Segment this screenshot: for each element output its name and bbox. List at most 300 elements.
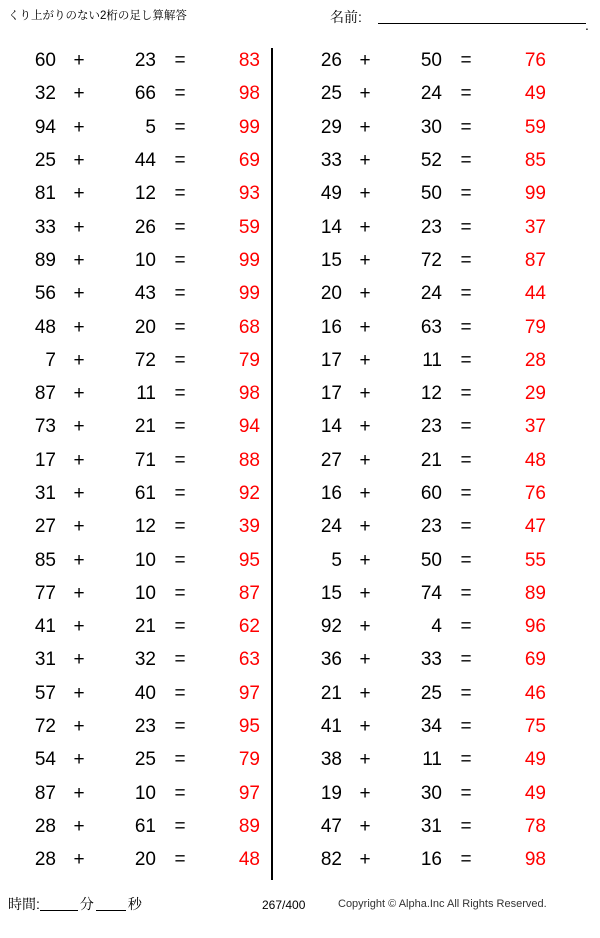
problem-column-left	[2, 44, 270, 876]
answer: 76	[524, 483, 546, 504]
answer: 69	[238, 150, 260, 172]
column-divider	[271, 48, 273, 880]
plus-icon: +	[359, 116, 371, 138]
problems-area	[0, 44, 600, 884]
plus-icon: +	[73, 849, 85, 871]
plus-icon: +	[359, 849, 371, 871]
equals-icon: =	[174, 649, 186, 671]
operand-a: 27	[320, 449, 342, 471]
plus-icon: +	[359, 616, 371, 638]
equals-icon: =	[460, 682, 472, 704]
operand-b: 61	[134, 483, 156, 504]
operand-a: 26	[320, 50, 342, 72]
operand-a: 77	[34, 582, 56, 604]
plus-icon: +	[359, 749, 371, 771]
answer: 75	[524, 716, 546, 738]
equals-icon: =	[460, 449, 472, 471]
plus-icon: +	[359, 150, 371, 172]
equals-icon: =	[174, 383, 186, 405]
equals-icon: =	[460, 782, 472, 804]
name-trailing-dot: .	[585, 17, 589, 33]
equals-icon: =	[460, 416, 472, 438]
answer: 29	[524, 383, 546, 405]
problem-row	[2, 643, 270, 676]
operand-a: 17	[320, 383, 342, 405]
operand-b: 66	[134, 83, 156, 105]
answer: 89	[238, 815, 260, 837]
equals-icon: =	[174, 50, 186, 72]
operand-a: 28	[34, 849, 56, 871]
operand-a: 41	[320, 716, 342, 738]
answer: 59	[524, 116, 546, 138]
plus-icon: +	[73, 616, 85, 638]
answer: 98	[238, 83, 260, 105]
plus-icon: +	[73, 649, 85, 671]
equals-icon: =	[174, 483, 186, 504]
plus-icon: +	[73, 449, 85, 471]
operand-a: 16	[320, 316, 342, 338]
operand-a: 25	[34, 150, 56, 172]
plus-icon: +	[359, 183, 371, 205]
equals-icon: =	[174, 83, 186, 105]
equals-icon: =	[174, 749, 186, 771]
equals-icon: =	[460, 716, 472, 738]
plus-icon: +	[359, 782, 371, 804]
operand-a: 21	[320, 682, 342, 704]
problem-row	[2, 111, 270, 144]
page-title: くり上がりのない2桁の足し算解答	[8, 10, 187, 22]
plus-icon: +	[73, 216, 85, 238]
equals-icon: =	[460, 516, 472, 538]
equals-icon: =	[460, 150, 472, 172]
equals-icon: =	[460, 183, 472, 205]
answer: 99	[238, 116, 260, 138]
plus-icon: +	[359, 716, 371, 738]
problem-column-right	[288, 44, 556, 876]
operand-a: 14	[320, 416, 342, 438]
operand-b: 12	[420, 383, 442, 405]
operand-a: 25	[320, 83, 342, 105]
operand-b: 23	[420, 516, 442, 538]
problem-row	[288, 677, 556, 710]
plus-icon: +	[359, 83, 371, 105]
name-field-group	[330, 5, 592, 33]
answer: 79	[524, 316, 546, 338]
equals-icon: =	[460, 116, 472, 138]
plus-icon: +	[73, 83, 85, 105]
equals-icon: =	[174, 449, 186, 471]
problem-row	[2, 344, 270, 377]
operand-a: 14	[320, 216, 342, 238]
operand-b: 50	[420, 50, 442, 72]
problem-row	[2, 410, 270, 443]
problem-row	[2, 477, 270, 510]
name-input-line[interactable]	[378, 23, 586, 24]
operand-a: 92	[320, 616, 342, 638]
operand-a: 54	[34, 749, 56, 771]
operand-b: 16	[420, 849, 442, 871]
operand-b: 11	[422, 349, 442, 371]
problem-row	[288, 377, 556, 410]
operand-a: 5	[331, 549, 342, 571]
operand-a: 56	[34, 283, 56, 305]
plus-icon: +	[359, 249, 371, 271]
problem-row	[2, 710, 270, 743]
equals-icon: =	[174, 283, 186, 305]
operand-a: 15	[320, 582, 342, 604]
equals-icon: =	[174, 316, 186, 338]
time-seconds-unit: 秒	[127, 896, 142, 912]
problem-row	[288, 710, 556, 743]
operand-b: 63	[420, 316, 442, 338]
answer: 62	[238, 616, 260, 638]
plus-icon: +	[359, 649, 371, 671]
answer: 37	[524, 416, 546, 438]
plus-icon: +	[359, 283, 371, 305]
problem-row	[2, 277, 270, 310]
time-field-group	[8, 894, 142, 914]
answer: 89	[524, 582, 546, 604]
answer: 85	[524, 150, 546, 172]
plus-icon: +	[73, 249, 85, 271]
answer: 68	[238, 316, 260, 338]
answer: 47	[524, 516, 546, 538]
answer: 99	[524, 183, 546, 205]
plus-icon: +	[73, 416, 85, 438]
operand-a: 20	[320, 283, 342, 305]
operand-a: 29	[320, 116, 342, 138]
equals-icon: =	[460, 50, 472, 72]
time-seconds-input[interactable]	[96, 895, 126, 911]
operand-b: 20	[134, 849, 156, 871]
operand-a: 28	[34, 815, 56, 837]
operand-a: 27	[34, 516, 56, 538]
equals-icon: =	[460, 216, 472, 238]
operand-b: 44	[134, 150, 156, 172]
operand-b: 33	[420, 649, 442, 671]
plus-icon: +	[73, 50, 85, 72]
plus-icon: +	[73, 815, 85, 837]
operand-a: 47	[320, 815, 342, 837]
answer: 39	[238, 516, 260, 538]
problem-row	[288, 643, 556, 676]
operand-a: 31	[34, 483, 56, 504]
equals-icon: =	[460, 283, 472, 305]
problem-row	[2, 843, 270, 876]
answer: 79	[238, 349, 260, 371]
problem-row	[2, 610, 270, 643]
operand-b: 32	[134, 649, 156, 671]
problem-row	[288, 543, 556, 576]
plus-icon: +	[73, 183, 85, 205]
plus-icon: +	[359, 483, 371, 504]
operand-b: 74	[420, 582, 442, 604]
problem-row	[2, 77, 270, 110]
equals-icon: =	[174, 249, 186, 271]
problem-row	[288, 244, 556, 277]
problem-row	[2, 244, 270, 277]
operand-a: 48	[34, 316, 56, 338]
operand-a: 57	[34, 682, 56, 704]
operand-b: 52	[420, 150, 442, 172]
equals-icon: =	[460, 616, 472, 638]
equals-icon: =	[174, 582, 186, 604]
problem-row	[288, 310, 556, 343]
answer: 98	[524, 849, 546, 871]
equals-icon: =	[460, 549, 472, 571]
operand-b: 30	[420, 782, 442, 804]
operand-b: 10	[134, 782, 156, 804]
operand-b: 4	[431, 616, 442, 638]
equals-icon: =	[460, 649, 472, 671]
equals-icon: =	[460, 582, 472, 604]
plus-icon: +	[73, 483, 85, 504]
answer: 97	[238, 682, 260, 704]
problem-row	[288, 177, 556, 210]
answer: 88	[238, 449, 260, 471]
plus-icon: +	[73, 749, 85, 771]
equals-icon: =	[460, 316, 472, 338]
answer: 99	[238, 249, 260, 271]
plus-icon: +	[359, 682, 371, 704]
answer: 95	[238, 716, 260, 738]
equals-icon: =	[174, 849, 186, 871]
plus-icon: +	[359, 216, 371, 238]
answer: 37	[524, 216, 546, 238]
problem-row	[288, 344, 556, 377]
plus-icon: +	[73, 782, 85, 804]
page-number: 267/400	[262, 898, 306, 912]
operand-a: 60	[34, 50, 56, 72]
operand-a: 36	[320, 649, 342, 671]
equals-icon: =	[460, 383, 472, 405]
operand-b: 10	[134, 582, 156, 604]
answer: 87	[524, 249, 546, 271]
time-label: 時間:	[8, 896, 40, 912]
answer: 78	[524, 815, 546, 837]
answer: 49	[524, 83, 546, 105]
plus-icon: +	[359, 815, 371, 837]
operand-b: 11	[136, 383, 156, 405]
operand-a: 33	[34, 216, 56, 238]
problem-row	[2, 444, 270, 477]
problem-row	[2, 743, 270, 776]
equals-icon: =	[174, 782, 186, 804]
plus-icon: +	[359, 50, 371, 72]
operand-a: 87	[34, 782, 56, 804]
operand-b: 10	[134, 549, 156, 571]
plus-icon: +	[73, 682, 85, 704]
operand-a: 19	[320, 782, 342, 804]
equals-icon: =	[174, 216, 186, 238]
problem-row	[288, 77, 556, 110]
answer: 49	[524, 749, 546, 771]
plus-icon: +	[73, 582, 85, 604]
equals-icon: =	[174, 349, 186, 371]
operand-a: 33	[320, 150, 342, 172]
page-header	[0, 0, 600, 36]
problem-row	[288, 810, 556, 843]
answer: 48	[524, 449, 546, 471]
operand-b: 50	[420, 183, 442, 205]
plus-icon: +	[73, 516, 85, 538]
equals-icon: =	[460, 249, 472, 271]
problem-row	[288, 510, 556, 543]
time-minutes-input[interactable]	[40, 895, 78, 911]
answer: 97	[238, 782, 260, 804]
equals-icon: =	[174, 682, 186, 704]
problem-row	[2, 810, 270, 843]
problem-row	[2, 577, 270, 610]
operand-a: 17	[320, 349, 342, 371]
equals-icon: =	[174, 716, 186, 738]
operand-b: 10	[134, 249, 156, 271]
problem-row	[288, 777, 556, 810]
plus-icon: +	[359, 349, 371, 371]
plus-icon: +	[359, 582, 371, 604]
operand-a: 94	[34, 116, 56, 138]
time-minutes-unit: 分	[79, 896, 94, 912]
operand-a: 16	[320, 483, 342, 504]
plus-icon: +	[359, 449, 371, 471]
problem-row	[2, 510, 270, 543]
plus-icon: +	[359, 383, 371, 405]
operand-b: 21	[134, 416, 156, 438]
plus-icon: +	[73, 316, 85, 338]
operand-b: 12	[134, 516, 156, 538]
answer: 96	[524, 616, 546, 638]
problem-row	[2, 377, 270, 410]
operand-a: 82	[320, 849, 342, 871]
plus-icon: +	[359, 549, 371, 571]
operand-b: 24	[420, 283, 442, 305]
problem-row	[288, 843, 556, 876]
page-footer	[0, 884, 600, 938]
answer: 63	[238, 649, 260, 671]
plus-icon: +	[73, 349, 85, 371]
operand-a: 73	[34, 416, 56, 438]
equals-icon: =	[460, 849, 472, 871]
operand-a: 38	[320, 749, 342, 771]
operand-a: 81	[34, 183, 56, 205]
equals-icon: =	[174, 116, 186, 138]
equals-icon: =	[174, 416, 186, 438]
problem-row	[2, 310, 270, 343]
operand-b: 30	[420, 116, 442, 138]
problem-row	[288, 610, 556, 643]
equals-icon: =	[460, 349, 472, 371]
answer: 93	[238, 183, 260, 205]
operand-b: 43	[134, 283, 156, 305]
operand-b: 20	[134, 316, 156, 338]
equals-icon: =	[460, 483, 472, 504]
answer: 99	[238, 283, 260, 305]
plus-icon: +	[73, 283, 85, 305]
problem-row	[2, 177, 270, 210]
operand-a: 32	[34, 83, 56, 105]
operand-a: 24	[320, 516, 342, 538]
problem-row	[288, 444, 556, 477]
answer: 98	[238, 383, 260, 405]
operand-a: 41	[34, 616, 56, 638]
problem-row	[288, 577, 556, 610]
name-label: 名前:	[330, 9, 362, 25]
plus-icon: +	[73, 116, 85, 138]
answer: 55	[524, 549, 546, 571]
problem-row	[288, 277, 556, 310]
equals-icon: =	[460, 749, 472, 771]
answer: 49	[524, 782, 546, 804]
problem-row	[288, 111, 556, 144]
answer: 87	[238, 582, 260, 604]
equals-icon: =	[460, 815, 472, 837]
answer: 69	[524, 649, 546, 671]
problem-row	[288, 210, 556, 243]
answer: 76	[524, 50, 546, 72]
answer: 46	[524, 682, 546, 704]
operand-a: 72	[34, 716, 56, 738]
operand-b: 25	[420, 682, 442, 704]
answer: 92	[238, 483, 260, 504]
operand-b: 50	[420, 549, 442, 571]
operand-a: 85	[34, 549, 56, 571]
operand-b: 40	[134, 682, 156, 704]
operand-b: 5	[145, 116, 156, 138]
equals-icon: =	[174, 516, 186, 538]
answer: 94	[238, 416, 260, 438]
problem-row	[288, 44, 556, 77]
operand-b: 60	[420, 483, 442, 504]
answer: 48	[238, 849, 260, 871]
plus-icon: +	[73, 716, 85, 738]
operand-b: 23	[420, 216, 442, 238]
equals-icon: =	[174, 616, 186, 638]
equals-icon: =	[174, 815, 186, 837]
answer: 95	[238, 549, 260, 571]
operand-b: 25	[134, 749, 156, 771]
plus-icon: +	[73, 150, 85, 172]
operand-b: 72	[420, 249, 442, 271]
operand-b: 26	[134, 216, 156, 238]
operand-a: 31	[34, 649, 56, 671]
operand-b: 31	[420, 815, 442, 837]
problem-row	[2, 144, 270, 177]
problem-row	[2, 777, 270, 810]
operand-a: 87	[34, 383, 56, 405]
problem-row	[2, 44, 270, 77]
problem-row	[288, 477, 556, 510]
problem-row	[2, 677, 270, 710]
operand-a: 49	[320, 183, 342, 205]
operand-b: 24	[420, 83, 442, 105]
operand-a: 15	[320, 249, 342, 271]
plus-icon: +	[73, 549, 85, 571]
problem-row	[288, 743, 556, 776]
copyright-notice: Copyright © Alpha.Inc All Rights Reserved.	[338, 898, 547, 910]
operand-b: 23	[420, 416, 442, 438]
operand-b: 11	[422, 749, 442, 771]
operand-b: 71	[134, 449, 156, 471]
operand-a: 7	[45, 349, 56, 371]
plus-icon: +	[73, 383, 85, 405]
equals-icon: =	[460, 83, 472, 105]
operand-a: 17	[34, 449, 56, 471]
answer: 79	[238, 749, 260, 771]
answer: 28	[524, 349, 546, 371]
operand-b: 23	[134, 50, 156, 72]
problem-row	[288, 144, 556, 177]
operand-b: 21	[134, 616, 156, 638]
